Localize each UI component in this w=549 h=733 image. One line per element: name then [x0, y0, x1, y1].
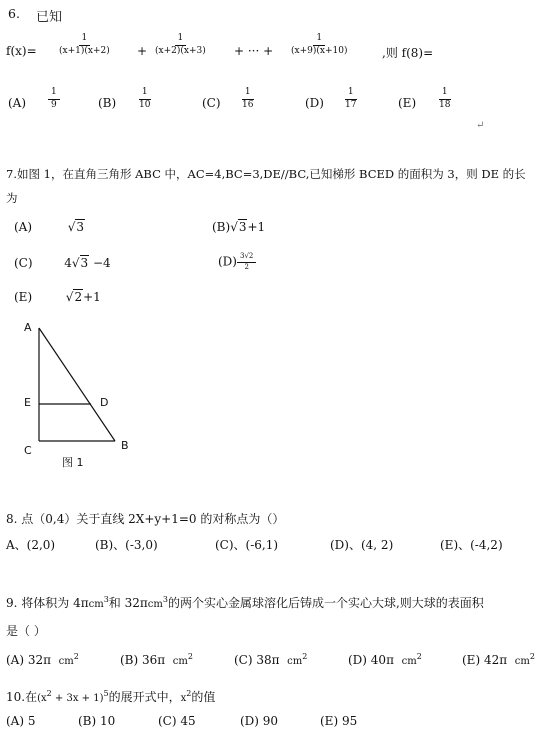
radicand: 2: [74, 290, 83, 304]
triangle-figure: [14, 318, 144, 474]
q6-option-e-value: [436, 88, 453, 111]
q8-option-e: (E)、(-4,2): [440, 538, 503, 552]
side-ab: [39, 328, 115, 441]
option-unit: cm: [401, 656, 417, 667]
option-unit: cm: [172, 656, 188, 667]
option-label: (D) 40π: [348, 653, 394, 667]
frac-den: 18: [439, 99, 451, 110]
q7-text-line-1: 7.如图 1，在直角三角形 ABC 中，AC=4,BC=3,DE//BC,已知梯形 BCED 的面积为 3，则 DE 的长: [6, 167, 526, 181]
option-label: (E): [14, 290, 33, 304]
q8-option-b: (B)、(-3,0): [95, 538, 158, 552]
q9-text-line-1: [6, 594, 484, 611]
option-label: (A) 32π: [6, 653, 51, 667]
option-label: (B) 36π: [120, 653, 166, 667]
option-label: (C) 38π: [234, 653, 280, 667]
vertex-b-label: B: [121, 439, 129, 452]
q7-option-b: [212, 220, 265, 234]
q6-title: 已知: [36, 10, 63, 25]
q6-option-c-label: (C): [202, 96, 221, 110]
option-unit: cm: [58, 656, 74, 667]
q9-option-d: [348, 652, 422, 667]
option-exp: 2: [302, 652, 308, 661]
option-unit: cm: [514, 656, 530, 667]
sqrt-icon: √: [71, 256, 80, 270]
option-exp: 2: [73, 652, 79, 661]
q8-text: 8. 点（0,4）关于直线 2X+y+1=0 的对称点为（）: [6, 512, 285, 526]
option-exp: 2: [416, 652, 422, 661]
option-unit: cm: [287, 656, 303, 667]
q8-option-d: (D)、(4, 2): [330, 538, 394, 552]
q6-option-d-label: (D): [305, 96, 324, 110]
frac-den: 10: [139, 99, 151, 110]
q9-part-c: 和 32π: [108, 596, 148, 610]
q10-option-a: (A) 5: [6, 714, 36, 728]
q10-square: 2: [46, 689, 52, 698]
q6-option-a-value: [48, 88, 60, 111]
radicand: 3: [76, 220, 84, 234]
option-label: (E) 42π: [462, 653, 508, 667]
sqrt-icon: √: [67, 220, 76, 234]
frac-num: 1: [139, 88, 151, 100]
frac-num: 1: [48, 88, 60, 100]
radicand: 3: [238, 220, 247, 234]
return-mark-icon: ↵: [476, 120, 485, 131]
radicand: 3: [80, 256, 89, 270]
q9-unit-1: cm: [88, 599, 104, 610]
q7-option-d: [218, 253, 256, 271]
sqrt-icon: √: [65, 290, 74, 304]
q6-option-e-label: (E): [398, 96, 417, 110]
option-label: (B): [212, 220, 231, 234]
q6-option-c-value: [239, 88, 256, 111]
vertex-c-label: C: [24, 444, 32, 457]
frac-den: (x+2)(x+3): [155, 45, 206, 56]
option-exp: 2: [187, 652, 193, 661]
frac-num: 1: [242, 88, 254, 100]
q6-option-b-value: [136, 88, 153, 111]
q10-expr-a: (x: [37, 693, 47, 704]
q7-option-c: [14, 256, 111, 270]
option-label: (D): [218, 254, 237, 269]
frac-den: 16: [242, 99, 254, 110]
q10-option-c: (C) 45: [158, 714, 196, 728]
frac-num: 1: [439, 88, 451, 100]
q9-option-c: [234, 652, 307, 667]
option-label: (C): [14, 256, 33, 270]
q10-option-d: (D) 90: [240, 714, 279, 728]
option-exp: 2: [529, 652, 535, 661]
q6-plus: +: [137, 44, 148, 58]
q10-suffix: 的值: [191, 690, 216, 704]
q6-option-d-value: [342, 88, 359, 111]
q7-text-line-2: 为: [6, 191, 18, 205]
q10-power: 5: [103, 689, 109, 698]
coefficient: 4: [64, 256, 72, 270]
q9-option-a: [6, 652, 79, 667]
q10-expr-b: + 3x + 1): [51, 693, 104, 704]
q9-unit-2: cm: [147, 599, 163, 610]
frac-num: 1: [313, 34, 325, 46]
sqrt-icon: √: [230, 220, 238, 234]
frac-num: 1: [79, 34, 91, 46]
q9-part-a: 9. 将体积为 4π: [6, 596, 89, 610]
q6-term-2: [152, 34, 209, 57]
q6-number: 6.: [8, 6, 20, 21]
q9-text-line-2: 是（ ）: [6, 624, 46, 638]
frac-num: 3√2: [237, 253, 256, 263]
option-label: (A): [14, 220, 33, 234]
q10-text: [6, 688, 215, 705]
q6-ellipsis: + ··· +: [234, 44, 274, 58]
q10-option-b: (B) 10: [78, 714, 116, 728]
q6-option-b-label: (B): [98, 96, 117, 110]
figure-caption: 图 1: [62, 456, 84, 469]
vertex-a-label: A: [24, 321, 32, 334]
q10-x: x: [180, 693, 187, 704]
frac-num: 1: [175, 34, 187, 46]
q6-term-3: [288, 34, 350, 57]
option-rest: +1: [247, 220, 266, 234]
q10-middle: 的展开式中，: [108, 690, 181, 704]
q8-option-a: A、(2,0): [6, 538, 56, 552]
q10-option-e: (E) 95: [320, 714, 358, 728]
q6-term-1: [56, 34, 113, 57]
q9-option-b: [120, 652, 193, 667]
frac-den: (x+1)(x+2): [59, 45, 110, 56]
q10-prefix: 10.在: [6, 690, 38, 704]
vertex-e-label: E: [24, 396, 31, 409]
frac-den: 2: [244, 262, 249, 271]
q8-option-c: (C)、(-6,1): [215, 538, 279, 552]
q9-part-e: 的两个实心金属球溶化后铸成一个实心大球,则大球的表面积: [167, 596, 484, 610]
vertex-d-label: D: [100, 396, 109, 409]
frac-num: 1: [345, 88, 357, 100]
q9-cube-1: 3: [103, 595, 109, 604]
option-rest: +1: [83, 290, 101, 304]
q6-fx: f(x)=: [6, 44, 37, 58]
q10-x-square: 2: [186, 689, 192, 698]
q7-option-a: [14, 220, 85, 234]
frac-den: (x+9)(x+10): [291, 45, 348, 56]
q7-option-e: [14, 290, 101, 304]
frac-den: 17: [345, 99, 357, 110]
q6-tail: ,则 f(8)=: [382, 46, 434, 60]
q9-cube-2: 3: [162, 595, 168, 604]
q9-option-e: [462, 652, 535, 667]
option-rest: −4: [89, 256, 111, 270]
q6-option-a-label: (A): [8, 96, 27, 110]
frac-den: 9: [51, 99, 57, 110]
